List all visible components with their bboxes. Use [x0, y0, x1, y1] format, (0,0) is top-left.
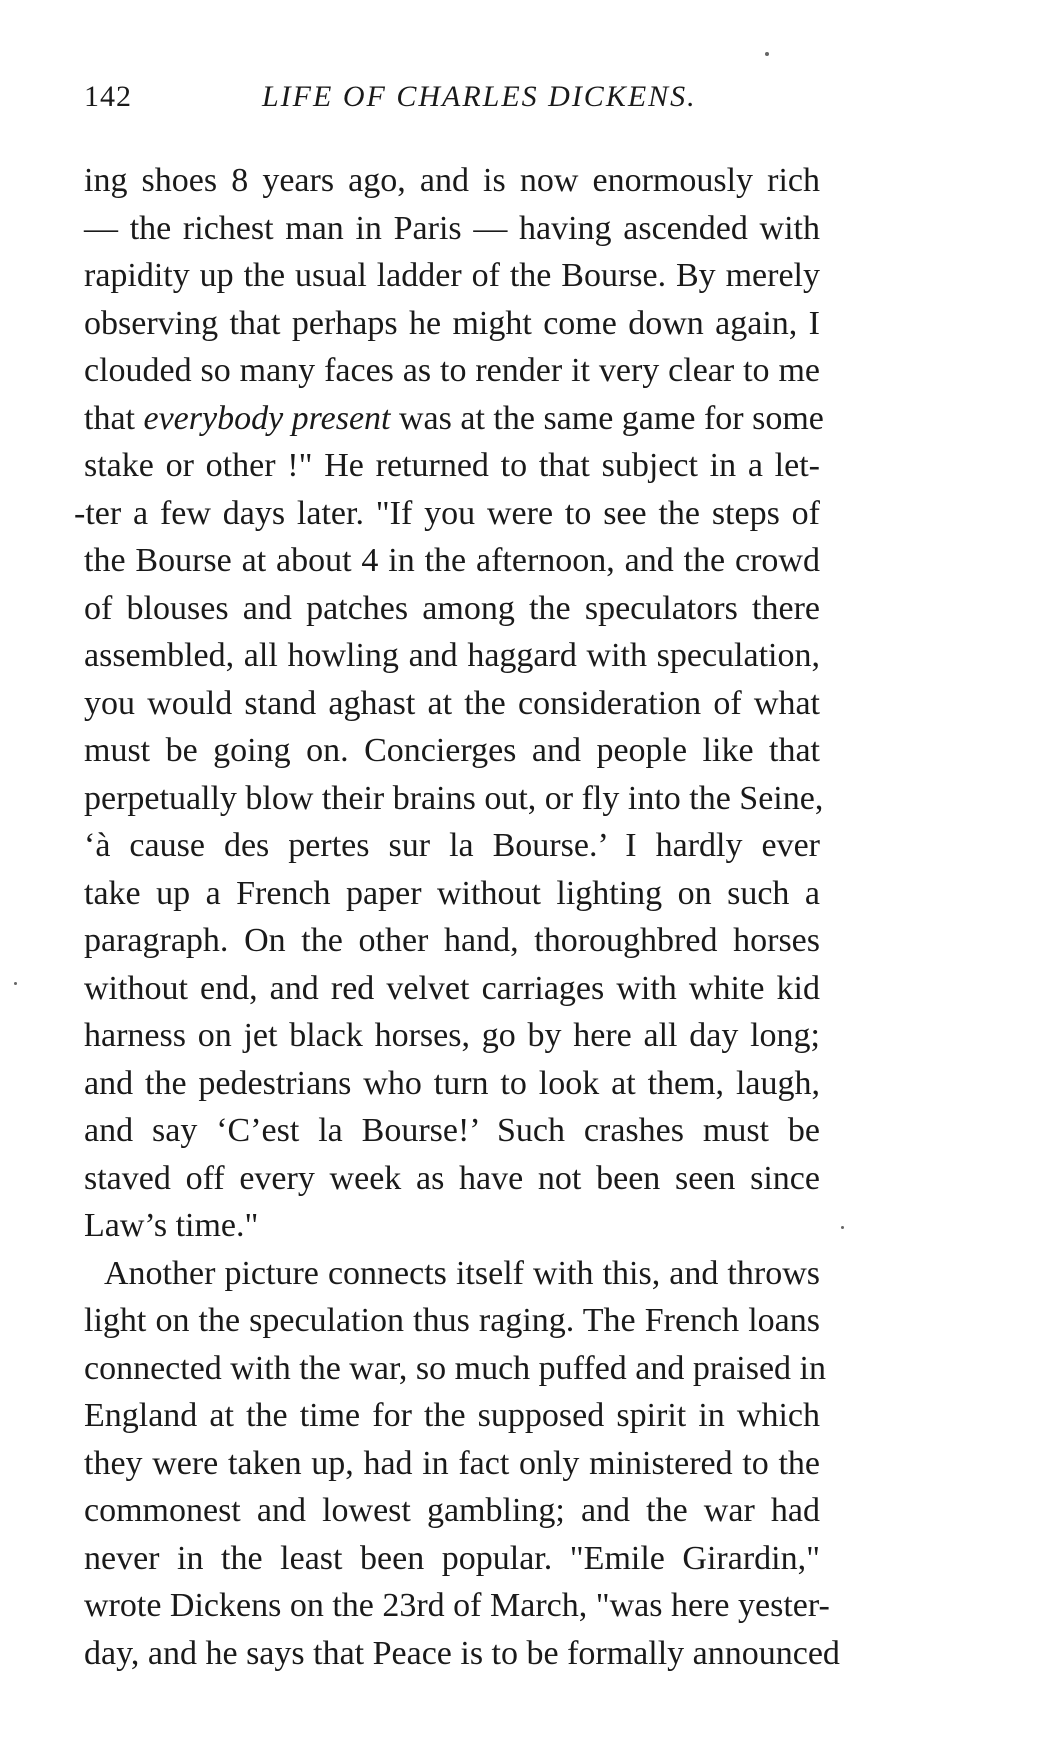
running-title: LIFE OF CHARLES DICKENS. — [262, 80, 697, 113]
text-line: staved off every week as have not been seen since — [84, 1159, 820, 1197]
text-line: assembled, all howling and haggard with speculation, — [84, 637, 820, 674]
text-line-emphasis — [84, 395, 824, 443]
text-line: you would stand aghast at the consideration of what — [84, 684, 820, 722]
text-fragment: was at the same game for some — [399, 399, 824, 437]
text-line: clouded so many faces as to render it very clear to me — [84, 352, 820, 389]
text-line: observing that perhaps he might come down again, I — [84, 304, 820, 342]
text-line: rapidity up the usual ladder of the Bourse. By merely — [84, 257, 820, 294]
text-line: connected with the war, so much puffed and praised in — [84, 1349, 827, 1387]
text-line: take up a French paper without lighting on such a — [84, 874, 820, 912]
text-line: England at the time for the supposed spirit in which — [84, 1397, 820, 1434]
text-line: the Bourse at about 4 in the afternoon, and the crowd — [84, 542, 820, 579]
scan-speck — [14, 982, 17, 985]
body-text — [74, 157, 840, 1677]
page-header — [84, 72, 820, 122]
italic-emphasis: everybody present — [143, 399, 391, 437]
text-line: day, and he says that Peace is to be formally announced — [84, 1634, 840, 1672]
text-fragment: that — [84, 399, 135, 437]
text-line: and the pedestrians who turn to look at them, laugh, — [84, 1064, 820, 1102]
text-line: paragraph. On the other hand, thoroughbred horses — [84, 922, 820, 959]
scan-speck — [841, 1226, 844, 1229]
text-line: harness on jet black horses, go by here all day long; — [84, 1017, 820, 1054]
text-line: of blouses and patches among the speculators there — [84, 589, 820, 627]
text-line: commonest and lowest gambling; and the war had — [84, 1492, 820, 1529]
text-line: stake or other !" He returned to that subject in a let- — [84, 447, 820, 484]
text-line: without end, and red velvet carriages with white kid — [84, 969, 820, 1007]
text-line: and say ‘C’est la Bourse!’ Such crashes must be — [84, 1112, 820, 1149]
text-line: — the richest man in Paris — having ascended with — [84, 209, 820, 247]
text-line: must be going on. Concierges and people like that — [84, 732, 820, 769]
text-line: wrote Dickens on the 23rd of March, "was here yester- — [84, 1587, 830, 1624]
text-line: Another picture connects itself with this, and throws — [104, 1254, 820, 1292]
page-number: 142 — [84, 80, 132, 113]
text-line: light on the speculation thus raging. The French loans — [84, 1302, 820, 1339]
text-line: ing shoes 8 years ago, and is now enormously rich — [84, 162, 820, 199]
text-line: perpetually blow their brains out, or fly into the Seine, — [84, 779, 824, 817]
text-line: Law’s time." — [84, 1207, 259, 1244]
text-line: never in the least been popular. "Emile Girardin," — [84, 1539, 820, 1577]
text-line: ‘à cause des pertes sur la Bourse.’ I hardly ever — [84, 827, 820, 864]
scan-speck — [765, 52, 769, 56]
text-line: -ter a few days later. "If you were to see the steps of — [74, 494, 820, 532]
text-line: they were taken up, had in fact only ministered to the — [84, 1444, 820, 1482]
